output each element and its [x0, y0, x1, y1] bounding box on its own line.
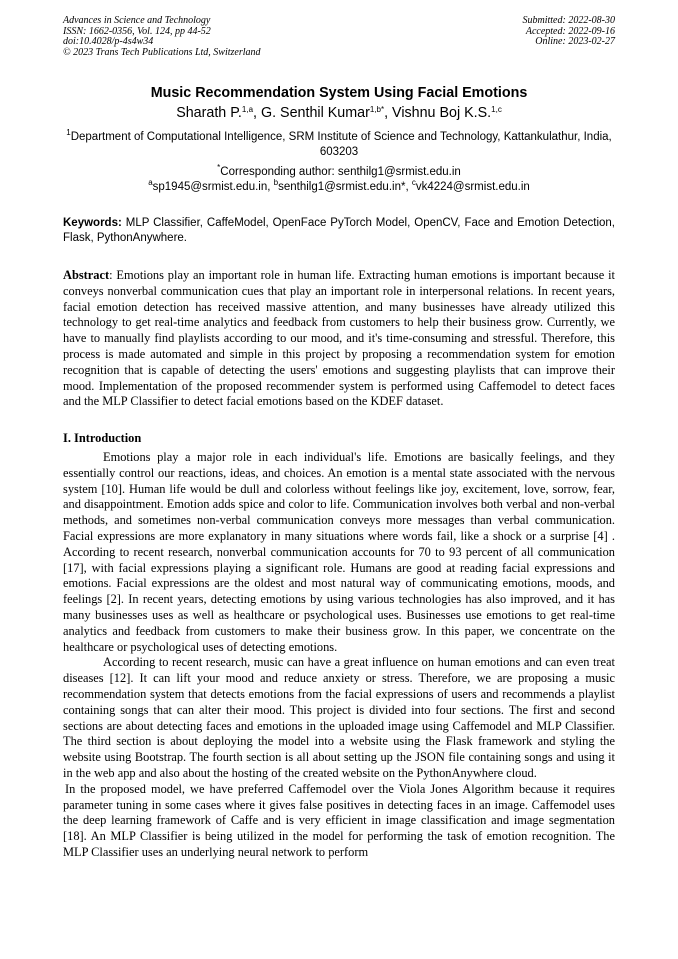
- author-separator: ,: [384, 105, 393, 121]
- author-name: Sharath P.: [176, 105, 242, 121]
- section-heading: I. Introduction: [63, 431, 142, 446]
- author-name: Vishnu Boj K.S.: [392, 105, 492, 121]
- submitted-date: Submitted: 2022-08-30: [522, 15, 615, 26]
- author-name: G. Senthil Kumar: [260, 105, 370, 121]
- email-sup: b: [273, 177, 279, 187]
- email-sup: c: [411, 177, 416, 187]
- online-date: Online: 2023-02-27: [535, 36, 615, 48]
- affiliation: [63, 130, 615, 159]
- doi-line: doi:10.4028/p-4s4w34: [63, 36, 154, 48]
- header-right: [523, 16, 616, 48]
- author-list: [63, 105, 615, 122]
- contact-info: [63, 165, 615, 194]
- header-left: [63, 16, 261, 58]
- section-body: [63, 450, 615, 861]
- paper-title: Music Recommendation System Using Facial Emotions: [150, 85, 528, 101]
- body-paragraph: According to recent research, music can have a great influence on human emotions and can even treat diseases [12]. It can lift your mood and reduce anxiety or stress. Therefore, we are proposing a music recommendation system that detects emotions from the facial expressions of users and recommends a playlist containing songs that can alter their mood. This project is divided into four sections. The first and second sections are about detecting faces and emotions in the uploaded image using Caffemodel and MLP Classifier. The third section is about deploying the model into a website using the Flask framework and styling the website using Bootstrap. The fourth section is all about setting up the JSON file containing songs and using it in the web app and also about the hosting of the created website on the PythonAnywhere cloud.: [63, 655, 615, 780]
- affiliation-sup: 1: [66, 128, 71, 137]
- author-separator: ,: [253, 105, 261, 121]
- corresponding-author: [63, 165, 615, 180]
- author-affil-sup: 1,b*: [369, 105, 385, 114]
- corresponding-text: Corresponding author: senthilg1@srmist.edu.in: [220, 166, 461, 178]
- email-link: vk4224@srmist.edu.in: [415, 180, 530, 193]
- keywords-text: MLP Classifier, CaffeModel, OpenFace PyTorch Model, OpenCV, Face and Emotion Detection, Flask, PythonAnywhere.: [63, 217, 615, 244]
- corresponding-sup: *: [217, 163, 221, 172]
- body-paragraph: Emotions play a major role in each individual's life. Emotions are basically feelings, and they essentially control our reactions, ideas, and choices. An emotion is a mental state associated with the nervous system [10]. Human life would be dull and colorless without feelings like joy, excitement, love, sorrow, fear, and disappointment. Emotion adds spice and color to life. Communication involves both verbal and non-verbal methods, and sometimes non-verbal communication conveys more messages than verbal communication. Facial expressions are more explanatory in many situations where words fail, like a shock or a surprise [4] . According to recent research, nonverbal communication accounts for 70 to 93 percent of all communication [17], with facial expressions playing a significant role. Humans are good at reading facial expressions and emotions. Facial expressions are the oldest and most natural way of communicating emotions, moods, and feelings [2]. In recent years, detecting emotions by using various technologies has also improved, and it has many businesses uses as well as healthcare or psychological uses. Businesses use emotions to get real-time analytics and feedback from customers to make their business grow. In this paper, we concentrate on the healthcare or psychological uses of detecting emotions.: [63, 449, 615, 654]
- author-emails: [63, 177, 615, 195]
- email-sup: a: [148, 177, 153, 187]
- journal-name: Advances in Science and Technology: [63, 15, 211, 26]
- keywords-label: Keywords:: [63, 217, 122, 229]
- abstract-label: Abstract: [63, 268, 110, 282]
- author-affil-sup: 1,c: [491, 105, 502, 114]
- abstract-text: : Emotions play an important role in human life. Extracting human emotions is important because it conveys nonverbal communication cues that play an important role in interpersonal relations. In recent years, facial emotion detection has received massive attention, and many businesses have already utilized this technology to get real-time analytics and feedback from customers to help their business grow. Currently, we have to manually find playlists according to our mood, and it's time-consuming and stressful. Therefore, this process is made automated and simple in this project by proposing a recommendation system for emotion recognition that is capable of detecting the users' emotions and suggesting playlists that can improve their mood. Implementation of the proposed recommender system is performed using Caffemodel to detect faces and the MLP Classifier to detect facial emotions based on the KDEF dataset.: [63, 268, 615, 409]
- body-paragraph: In the proposed model, we have preferred Caffemodel over the Viola Jones Algorithm because it requires parameter tuning in some cases where it gives false positives in detecting faces in an image. Caffemodel uses the deep learning framework of Caffe and is very efficient in image classification and image segmentation [18]. An MLP Classifier is being utilized in the model for performing the task of emotion recognition. The MLP Classifier uses an underlying neural network to perform: [63, 781, 615, 859]
- affiliation-text: Department of Computational Intelligence, SRM Institute of Science and Technology, Kattankulathur, India, 603203: [70, 131, 612, 158]
- accepted-date: Accepted: 2022-09-16: [525, 25, 615, 37]
- email-link: senthilg1@srmist.edu.in*,: [278, 180, 412, 193]
- keywords: [63, 216, 615, 245]
- author-affil-sup: 1,a: [241, 105, 254, 114]
- copyright-line: © 2023 Trans Tech Publications Ltd, Switzerland: [63, 46, 261, 58]
- abstract: [63, 268, 615, 410]
- issn-line: ISSN: 1662-0356, Vol. 124, pp 44-52: [63, 25, 211, 37]
- journal-header: [63, 16, 615, 64]
- email-link: sp1945@srmist.edu.in,: [152, 180, 274, 193]
